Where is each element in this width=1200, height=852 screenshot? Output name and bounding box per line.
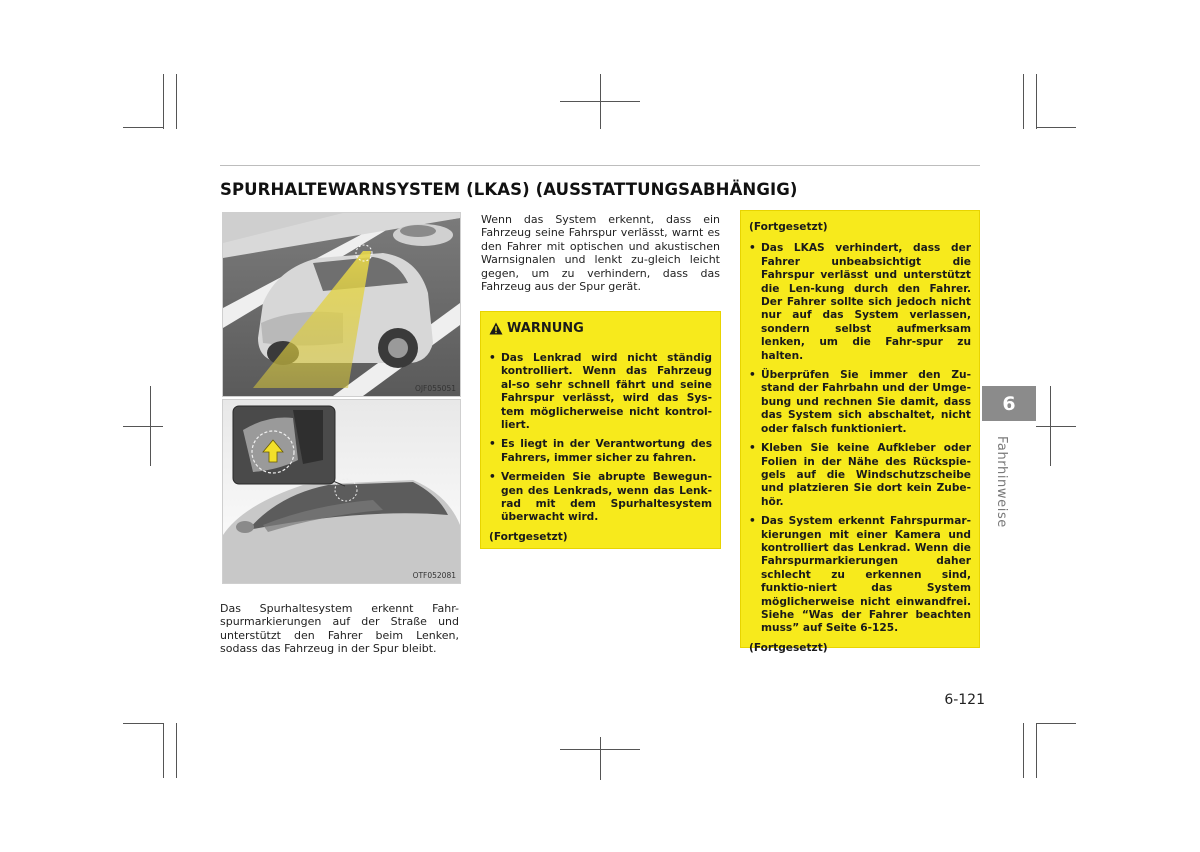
crop-mark (176, 723, 177, 778)
warning-heading (489, 321, 712, 336)
warning-triangle-icon (489, 322, 503, 335)
warning-heading-text: WARNUNG (507, 321, 584, 336)
crop-mark (1023, 74, 1024, 129)
crop-mark (163, 723, 164, 778)
warning-item: • Vermeiden Sie abrupte Bewegun-gen des Lenkrads, wenn das Lenk-rad mit dem Spurhaltesystem überwacht wird. (489, 471, 712, 525)
continued-item: • Das System erkennt Fahrspurmar-kierungen mit einer Kamera und kontrolliert das Lenkrad. Wenn die Fahrspurmarkierungen daher schlecht zu erkennen sind, funktio-niert das System möglicherweise nicht einwandfrei. Siehe “Was der Fahrer beachten muss” auf Seite 6-125. (749, 515, 971, 636)
crop-mark (1036, 74, 1037, 129)
crop-mark (163, 74, 164, 129)
car-lane-camera-illustration (223, 213, 460, 396)
warning-item: • Das Lenkrad wird nicht ständig kontrolliert. Wenn das Fahrzeug al-so sehr schnell fährt und seine Fahrspur verlässt, wird das Sys-tem möglicherweise nicht kontrol-liert. (489, 352, 712, 432)
figure-caption: Das Spurhaltesystem erkennt Fahr-spurmarkierungen auf der Straße und unterstützt den Fahrer beim Lenken, sodass das Fahrzeug in der Spur bleibt. (220, 602, 459, 656)
warning-list (489, 352, 712, 525)
intro-paragraph: Wenn das System erkennt, dass ein Fahrzeug seine Fahrspur verlässt, warnt es den Fahrer mit optischen und akustischen Warnsignalen und lenkt zu-gleich leicht gegen, um zu verhindern, dass das Fahrzeug aus der Spur gerät. (481, 213, 720, 294)
figure-code: OTF052081 (412, 571, 456, 580)
crop-mark (1023, 723, 1024, 778)
continued-note: (Fortgesetzt) (749, 641, 828, 654)
figure-code: OJF055051 (414, 384, 456, 393)
crop-mark (600, 74, 601, 129)
warning-item: • Es liegt in der Verantwortung des Fahrers, immer sicher zu fahren. (489, 438, 712, 465)
continued-warning-box (740, 210, 980, 654)
crop-mark (1036, 426, 1076, 427)
figure-windshield-camera (222, 399, 461, 584)
figure-lane-camera (222, 212, 461, 397)
crop-mark (176, 74, 177, 129)
continued-item: • Überprüfen Sie immer den Zu-stand der Fahrbahn und der Umge-bung und rechnen Sie damit, dass das System sich abschaltet, nicht oder falsch funktioniert. (749, 369, 971, 436)
header-rule (220, 165, 980, 166)
crop-mark (123, 426, 163, 427)
section-title: SPURHALTEWARNSYSTEM (LKAS) (AUSSTATTUNGSABHÄNGIG) (220, 180, 798, 199)
crop-mark (150, 386, 151, 466)
warning-box (480, 311, 721, 549)
chapter-tab: 6 (982, 386, 1036, 421)
continued-item: • Kleben Sie keine Aufkleber oder Folien in der Nähe des Rückspie-gels auf die Windschutzscheibe und platzieren Sie dort kein Zube-hör. (749, 442, 971, 509)
continued-note: (Fortgesetzt) (489, 530, 568, 543)
continued-item: • Das LKAS verhindert, dass der Fahrer unbeabsichtigt die Fahrspur verlässt und unterstützt die Len-kung durch den Fahrer. Der Fahrer sollte sich jedoch nicht nur auf das System verlassen, sondern selbst aufmerksam lenken, um die Fahr-spur zu halten. (749, 242, 971, 363)
continued-header: (Fortgesetzt) (749, 221, 828, 233)
crop-mark (1050, 386, 1051, 466)
crop-mark (1036, 723, 1037, 778)
continued-list (749, 242, 971, 635)
crop-mark (1036, 723, 1076, 724)
page-number: 6-121 (944, 692, 985, 708)
crop-mark (1036, 127, 1076, 128)
crop-mark (600, 737, 601, 780)
windshield-camera-illustration (223, 400, 460, 583)
chapter-label: Fahrhinweise (994, 436, 1009, 528)
crop-mark (123, 127, 163, 128)
crop-mark (123, 723, 163, 724)
